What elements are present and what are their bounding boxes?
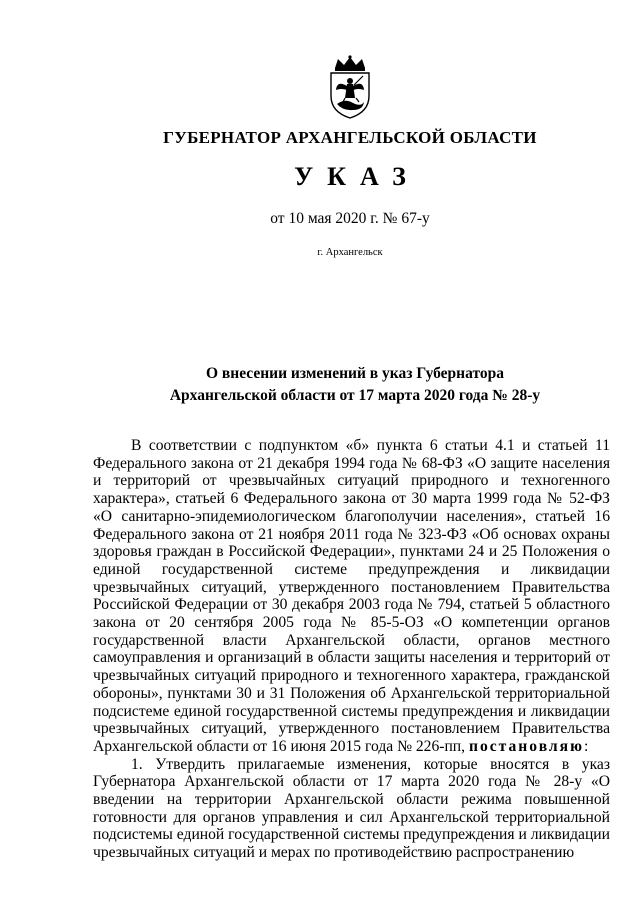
title-line-1: О внесении изменений в указ Губернатора bbox=[206, 365, 504, 382]
preamble-paragraph bbox=[93, 437, 610, 756]
clause-1-paragraph: 1. Утвердить прилагаемые изменения, которые вносятся в указ Губернатора Архангельской области от 17 марта 2020 года № 28-у «О введении на территории Архангельской области режима повышенной готовности для органов управления и сил Архангельской территориальной подсистемы единой государственной системы предупреждения и ликвидации чрезвычайных ситуаций и мерах по противодействию распространению bbox=[93, 755, 610, 862]
document-date-number: от 10 мая 2020 г. № 67-у bbox=[270, 210, 430, 227]
issue-place: г. Архангельск bbox=[317, 247, 383, 258]
preamble-text: В соответствии с подпунктом «б» пункта 6 статьи 4.1 и статьей 11 Федерального закона от 21 декабря 1994 года № 68-ФЗ «О защите населения и территорий от чрезвычайных ситуаций природного и техногенного характера», статьей 6 Федерального закона от 30 марта 1999 года № 52-ФЗ «О санитарно-эпидемиологическом благополучии населения», статьей 16 Федерального закона от 21 ноября 2011 года № 323-ФЗ «Об основах охраны здоровья граждан в Российской Федерации», пунктами 24 и 25 Положения о единой государственной системе предупреждения и ликвидации чрезвычайных ситуаций, утвержденного постановлением Правительства Российской Федерации от 30 декабря 2003 года № 794, статьей 5 областного закона от 20 сентября 2005 года № 85-5-ОЗ «О компетенции органов государственной власти Архангельской области, органов местного самоуправления и организаций в области защиты населения и территорий от чрезвычайных ситуаций природного и техногенного характера, гражданской обороны», пунктами 30 и 31 Положения об Архангельской территориальной подсистеме единой государственной системы предупреждения и ликвидации чрезвычайных ситуаций, утвержденного постановлением Правительства Архангельской области от 16 июня 2015 года № 226-пп, bbox=[93, 437, 610, 755]
title-line-2: Архангельской области от 17 марта 2020 года № 28-у bbox=[169, 387, 541, 404]
decree-word: постановляю bbox=[468, 737, 585, 755]
document-body bbox=[93, 437, 610, 862]
preamble-end: : bbox=[584, 737, 589, 755]
document-type: УКАЗ bbox=[294, 162, 420, 191]
issuing-authority: ГУБЕРНАТОР АРХАНГЕЛЬСКОЙ ОБЛАСТИ bbox=[163, 128, 537, 147]
arkhangelsk-coat-of-arms-icon bbox=[323, 54, 377, 120]
document-title bbox=[0, 363, 640, 407]
